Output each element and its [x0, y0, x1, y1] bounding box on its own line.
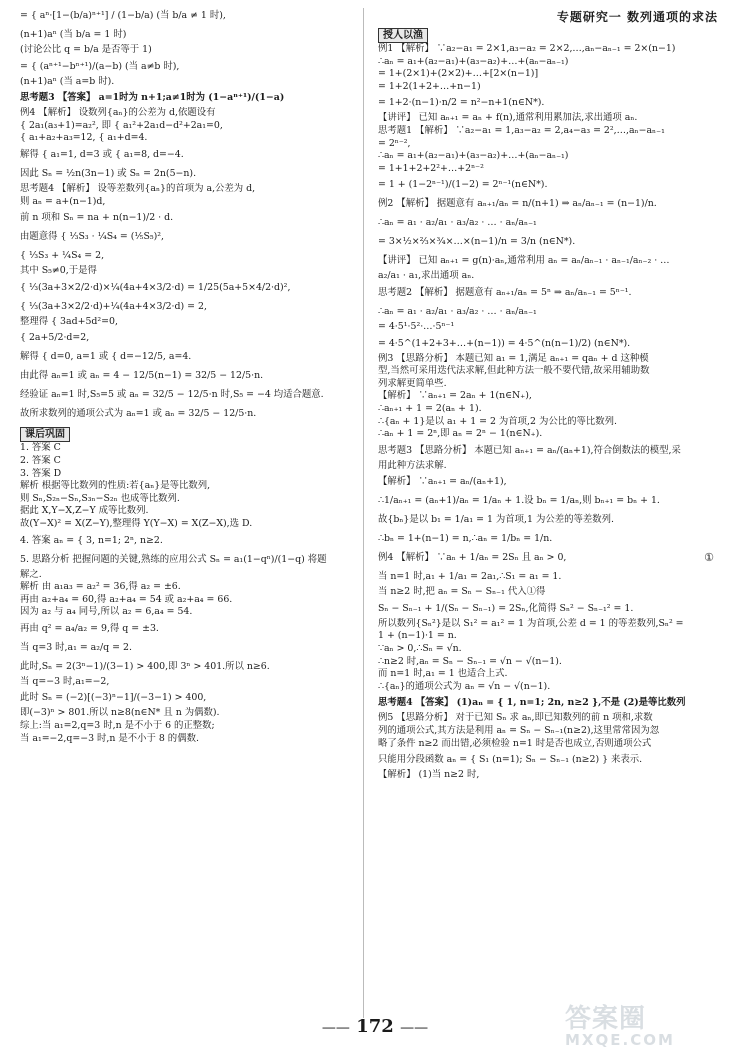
text-line: 3. 答案 D	[20, 467, 62, 479]
text-line: = 1+2·(n−1)·n/2 = n²−n+1(n∈N*).	[378, 97, 545, 109]
text-line: 思考题1 【解析】 ∵a₂−a₁ = 1,a₃−a₂ = 2,a₄−a₃ = 2²,…,aₙ−aₙ₋₁	[378, 124, 665, 136]
text-line: 则 Sₙ,S₂ₙ−Sₙ,S₃ₙ−S₂ₙ 也成等比数列.	[20, 492, 180, 504]
text-line: 【讲评】 已知 aₙ₊₁ = aₙ + f(n),通常利用累加法,求出通项 aₙ.	[378, 112, 638, 124]
text-line: 解析 由 a₁a₃ = a₂² = 36,得 a₂ = ±6.	[20, 581, 181, 593]
text-line: 解得 { a₁=1, d=3 或 { a₁=8, d=−4.	[20, 148, 184, 160]
text-line: Sₙ − Sₙ₋₁ + 1/(Sₙ − Sₙ₋₁) = 2Sₙ,化简得 Sₙ² − Sₙ₋₁² = 1.	[378, 602, 634, 614]
text-line: 此时 Sₙ = (−2)[(−3)ⁿ−1]/(−3−1) > 400,	[20, 692, 207, 704]
text-line: 再由 a₂+a₄ = 60,得 a₂+a₄ = 54 或 a₂+a₄ = 66.	[20, 593, 233, 605]
text-line: { ⅓(3a+3×2/2·d)+¼(4a+4×3/2·d) = 2,	[20, 300, 207, 312]
text-line: 【解析】 (1)当 n≥2 时,	[378, 769, 480, 781]
text-line: 【解析】 ∵aₙ₊₁ = 2aₙ + 1(n∈N₊),	[378, 390, 532, 402]
text-line: 4. 答案 aₙ = { 3, n=1; 2ⁿ, n≥2.	[20, 534, 163, 546]
text-line: = 3×½×⅔×¾×…×(n−1)/n = 3/n (n∈N*).	[378, 236, 576, 248]
text-line: = 1+2(1+2+…+n−1)	[378, 80, 481, 92]
text-line: { 2a+5/2·d=2,	[20, 332, 90, 344]
section-label: 授人以渔	[378, 28, 428, 43]
text-line: 综上:当 a₁=2,q=3 时,n 是不小于 6 的正整数;	[20, 720, 215, 732]
text-line: 因此 Sₙ = ½n(3n−1) 或 Sₙ = 2n(5−n).	[20, 167, 197, 179]
text-line: { ⅓S₃ + ¼S₄ = 2,	[20, 250, 105, 262]
text-line: 解析 根据等比数列的性质:若{aₙ}是等比数列,	[20, 480, 211, 492]
text-line: 由题意得 { ⅓S₃ · ¼S₄ = (⅕S₅)²,	[20, 231, 165, 243]
text-line: { 2a₁(a₃+1)=a₂², 即 { a₁²+2a₁d−d²+2a₁=0,	[20, 119, 223, 131]
watermark-line2: MXQE.COM	[565, 1031, 675, 1049]
text-line: ∴{aₙ + 1}是以 a₁ + 1 = 2 为首项,2 为公比的等比数列.	[378, 415, 617, 427]
text-line	[378, 548, 718, 567]
text-line: 其中 S₅≠0,于是得	[20, 265, 97, 277]
text-line: ∴aₙ = a₁ · a₂/a₁ · a₃/a₂ · … · aₙ/aₙ₋₁	[378, 217, 537, 229]
text-line: 思考题4 【解析】 设等差数列{aₙ}的首项为 a,公差为 d,	[20, 182, 256, 194]
section-heading-review	[20, 427, 360, 442]
text-line: a₂/a₁ · a₁,求出通项 aₙ.	[378, 270, 475, 282]
text-line: 即(−3)ⁿ > 801.所以 n≥8(n∈N* 且 n 为偶数).	[20, 707, 220, 719]
text-line: ∴n≥2 时,aₙ = Sₙ − Sₙ₋₁ = √n − √(n−1).	[378, 655, 562, 667]
text-line: 前 n 项和 Sₙ = na + n(n−1)/2 · d.	[20, 212, 174, 224]
equation-marker: ①	[704, 551, 714, 565]
text-line: 而 n=1 时,a₁ = 1 也适合上式.	[378, 668, 508, 680]
page-number: 172	[356, 1016, 394, 1037]
text-line: = 4·5^(1+2+3+…+(n−1)) = 4·5^(n(n−1)/2) (n∈N*).	[378, 337, 631, 349]
text-line: 列求解更简单些.	[378, 377, 447, 389]
page-header-title: 专题研究一 数列通项的求法	[556, 10, 718, 24]
text-line: ∴aₙ + 1 = 2ⁿ,即 aₙ = 2ⁿ − 1(n∈N₊).	[378, 428, 543, 440]
text-line: 则 aₙ = a+(n−1)d,	[20, 195, 106, 207]
text-line: 【讲评】 已知 aₙ₊₁ = g(n)·aₙ,通常利用 aₙ = aₙ/aₙ₋₁ · aₙ₋₁/aₙ₋₂ · …	[378, 255, 670, 267]
footer-dash-right: ——	[400, 1020, 429, 1036]
text-line: 当 a₁=−2,q=−3 时,n 是不小于 8 的偶数.	[20, 732, 199, 744]
text-line: (讨论公比 q = b/a 是否等于 1)	[20, 44, 152, 55]
text-line: = 1 + (1−2ⁿ⁻¹)/(1−2) = 2ⁿ⁻¹(n∈N*).	[378, 179, 548, 191]
text-line: ∴{aₙ}的通项公式为 aₙ = √n − √(n−1).	[378, 680, 551, 692]
text-line: = { (aⁿ⁺¹−bⁿ⁺¹)/(a−b) (当 a≠b 时),	[20, 60, 180, 72]
text-line: 经验证 aₙ=1 时,S₅=5 或 aₙ = 32/5 − 12/5·n 时,S₅ = −4 均适合题意.	[20, 389, 324, 401]
watermark-line1: 答案圈	[565, 1004, 647, 1034]
text-line: 1. 答案 C	[20, 442, 61, 454]
text-line: 故(Y−X)² = X(Z−Y),整理得 Y(Y−X) = X(Z−X),选 D.	[20, 517, 253, 529]
text-line: 解得 { d=0, a=1 或 { d=−12/5, a=4.	[20, 351, 192, 363]
text-line: 只能用分段函数 aₙ = { S₁ (n=1); Sₙ − Sₙ₋₁ (n≥2) } 来表示.	[378, 754, 643, 766]
section-label: 课后巩固	[20, 427, 70, 442]
text-line: 故{bₙ}是以 b₁ = 1/a₁ = 1 为首项,1 为公差的等差数列.	[378, 514, 614, 526]
footer-dash-left: ——	[321, 1020, 350, 1036]
text-line: ∴aₙ₊₁ + 1 = 2(aₙ + 1).	[378, 402, 482, 414]
text-line: 【解析】 ∵aₙ₊₁ = aₙ/(aₙ+1),	[378, 476, 507, 488]
text-line: ∴aₙ = a₁+(a₂−a₁)+(a₃−a₂)+…+(aₙ−aₙ₋₁)	[378, 55, 569, 67]
text-line: 整理得 { 3ad+5d²=0,	[20, 315, 118, 327]
text-line: 例2 【解析】 据题意有 aₙ₊₁/aₙ = n/(n+1) ⇒ aₙ/aₙ₋₁ = (n−1)/n.	[378, 198, 657, 210]
section-heading-method	[378, 28, 718, 43]
text-line: 1 + (n−1)·1 = n.	[378, 630, 457, 642]
text-line: 故所求数列的通项公式为 aₙ=1 或 aₙ = 32/5 − 12/5·n.	[20, 408, 257, 420]
text-line: 例1 【解析】 ∵a₂−a₁ = 2×1,a₃−a₂ = 2×2,…,aₙ−aₙ₋₁ = 2×(n−1)	[378, 43, 676, 54]
text-line: = 4·5¹·5²·…·5ⁿ⁻¹	[378, 320, 455, 332]
text-line: 当 n≥2 时,把 aₙ = Sₙ − Sₙ₋₁ 代入①得	[378, 586, 546, 598]
right-column	[378, 6, 718, 782]
text-line: ∴1/aₙ₊₁ = (aₙ+1)/aₙ = 1/aₙ + 1.设 bₙ = 1/aₙ,则 bₙ₊₁ = bₙ + 1.	[378, 495, 660, 507]
text-line: 2. 答案 C	[20, 454, 61, 466]
text-line: 思考题2 【解析】 据题意有 aₙ₊₁/aₙ = 5ⁿ ⇒ aₙ/aₙ₋₁ = 5ⁿ⁻¹.	[378, 286, 632, 298]
text-line: 解之.	[20, 568, 42, 580]
text-line: { ⅓(3a+3×2/2·d)×¼(4a+4×3/2·d) = 1/25(5a+5×4/2·d)²,	[20, 281, 291, 293]
text-line: 思考题3 【答案】 a=1时为 n+1;a≠1时为 (1−aⁿ⁺¹)/(1−a)	[20, 92, 285, 104]
text-line: 所以数列{Sₙ²}是以 S₁² = a₁² = 1 为首项,公差 d = 1 的等差数列,Sₙ² =	[378, 617, 684, 629]
left-column	[20, 6, 360, 745]
column-divider	[363, 8, 364, 1018]
watermark	[565, 998, 737, 1049]
text-line: 列的通项公式,其方法是利用 aₙ = Sₙ − Sₙ₋₁(n≥2),这里常常因为忽	[378, 725, 660, 737]
text-line: 再由 q² = a₄/a₂ = 9,得 q = ±3.	[20, 622, 159, 634]
text-line: 思考题3 【思路分析】 本题已知 aₙ₊₁ = aₙ/(aₙ+1),符合倒数法的模型,采	[378, 444, 681, 456]
text-line: 由此得 aₙ=1 或 aₙ = 4 − 12/5(n−1) = 32/5 − 12/5·n.	[20, 370, 264, 382]
text-line: 略了条件 n≥2 而出错,必须检验 n=1 时是否也成立,否则通项公式	[378, 737, 652, 749]
text-line: ∴aₙ = a₁+(a₂−a₁)+(a₃−a₂)+…+(aₙ−aₙ₋₁)	[378, 150, 569, 162]
text-line: 此时,Sₙ = 2(3ⁿ−1)/(3−1) > 400,即 3ⁿ > 401.所以 n≥6.	[20, 660, 270, 672]
example4-text: 例4 【解析】 ∵aₙ + 1/aₙ = 2Sₙ 且 aₙ > 0,	[378, 552, 567, 564]
text-line: 型,当然可采用迭代法求解,但此种方法一般不要代错,故采用辅助数	[378, 365, 650, 377]
text-line: ∴bₙ = 1+(n−1) = n,∴aₙ = 1/bₙ = 1/n.	[378, 533, 553, 545]
text-line: = 2ⁿ⁻²,	[378, 137, 411, 149]
text-line: 例3 【思路分析】 本题已知 a₁ = 1,满足 aₙ₊₁ = qaₙ + d 这种模	[378, 352, 649, 364]
text-line: (n+1)aⁿ (当 b/a = 1 时)	[20, 29, 127, 40]
text-line: = { aⁿ·[1−(b/a)ⁿ⁺¹] / (1−b/a) (当 b/a ≠ 1 时),	[20, 10, 226, 21]
text-line: ∵aₙ > 0,∴Sₙ = √n.	[378, 643, 462, 655]
text-line: = 1+(2×1)+(2×2)+…+[2×(n−1)]	[378, 68, 539, 80]
text-line: 思考题4 【答案】 (1)aₙ = { 1, n=1; 2n, n≥2 },不是 (2)是等比数列	[378, 697, 686, 709]
text-line: 用此种方法求解.	[378, 459, 447, 471]
text-line: 当 q=3 时,a₁ = a₂/q = 2.	[20, 641, 132, 653]
text-line: 据此 X,Y−X,Z−Y 成等比数列.	[20, 505, 149, 517]
text-line: 例4 【解析】 设数列{aₙ}的公差为 d,依题设有	[20, 107, 216, 119]
text-line: = 1+1+2+2²+…+2ⁿ⁻²	[378, 162, 484, 174]
text-line: { a₁+a₂+a₃=12, { a₁+d=4.	[20, 132, 148, 144]
text-line: ∴aₙ = a₁ · a₂/a₁ · a₃/a₂ · … · aₙ/aₙ₋₁	[378, 305, 537, 317]
text-line: 例5 【思路分析】 对于已知 Sₙ 求 aₙ,即已知数列的前 n 项和,求数	[378, 712, 653, 724]
text-line: (n+1)aⁿ (当 a=b 时).	[20, 75, 115, 87]
text-line: 5. 思路分析 把握问题的关键,熟练的应用公式 Sₙ = a₁(1−qⁿ)/(1−q) 将题	[20, 553, 327, 565]
text-line: 因为 a₂ 与 a₄ 同号,所以 a₂ = 6,a₄ = 54.	[20, 606, 193, 618]
text-line: 当 q=−3 时,a₁=−2,	[20, 675, 110, 687]
text-line: 当 n=1 时,a₁ + 1/a₁ = 2a₁,∴S₁ = a₁ = 1.	[378, 571, 562, 583]
